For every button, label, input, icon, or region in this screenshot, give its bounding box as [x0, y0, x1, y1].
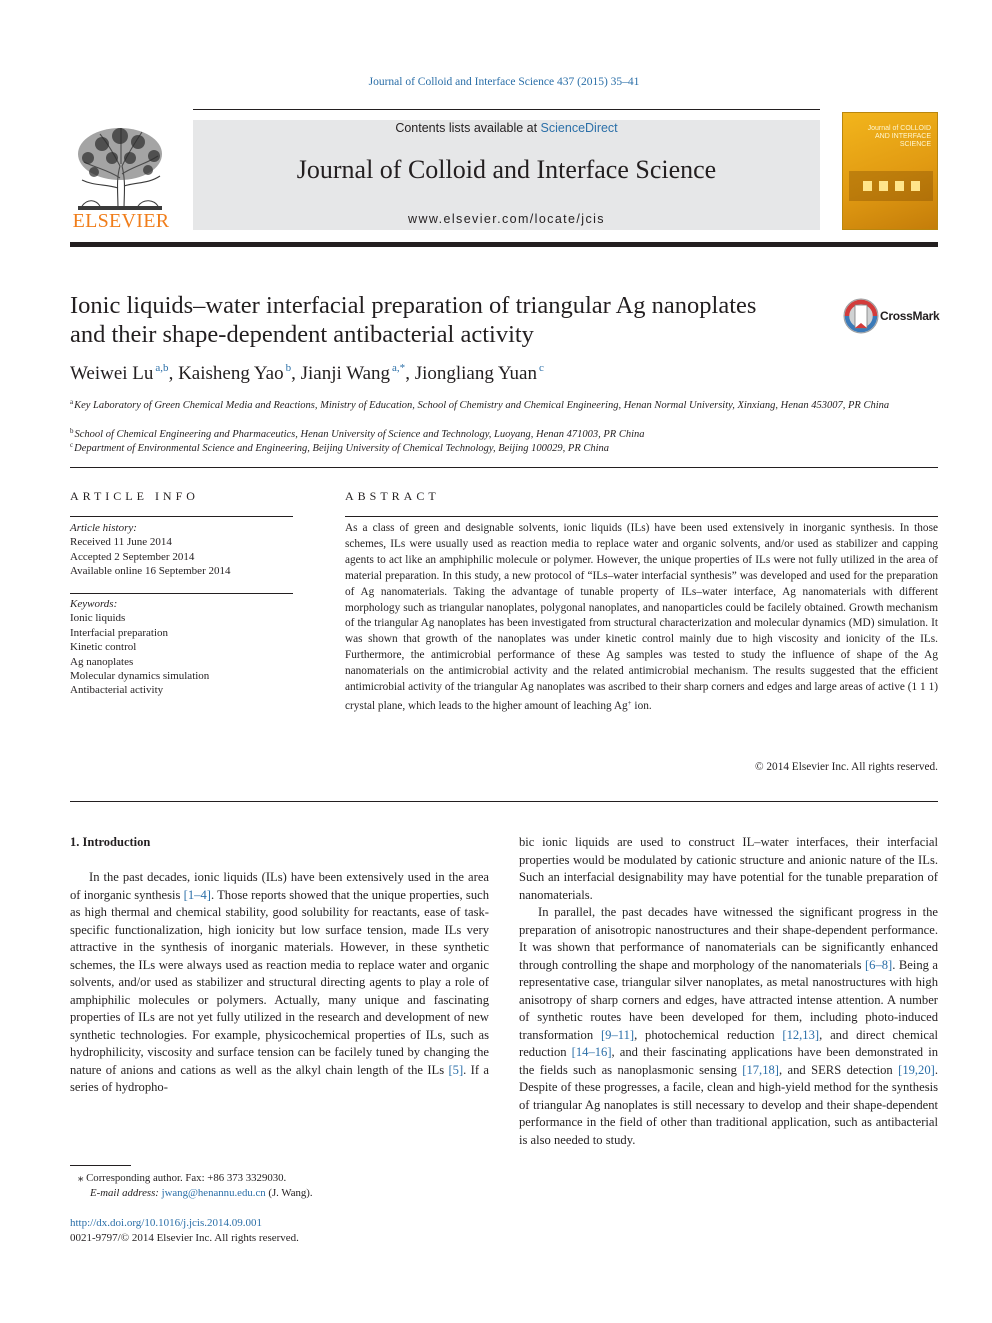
paragraph — [519, 834, 938, 904]
history-label: Article history: — [70, 522, 137, 534]
keyword-item: Interfacial preparation — [70, 626, 169, 639]
affiliation-mark: c — [70, 441, 74, 449]
text-run: , and their fascinating applications have been demonstrated in the fields such as nanoplasmonic sensing — [519, 1045, 938, 1077]
keywords-label: Keywords: — [70, 598, 118, 610]
keyword-item: Kinetic control — [70, 641, 137, 654]
text-run: , and direct chemical reduction — [519, 1027, 938, 1059]
author-affiliation-marks[interactable]: a,* — [392, 362, 406, 374]
header-rule-bottom — [70, 242, 938, 247]
text-run: . If a series of hydropho- — [70, 1062, 489, 1094]
keywords-divider — [70, 593, 293, 594]
contents-prefix: Contents lists available at — [395, 121, 541, 135]
author-list — [70, 362, 544, 385]
abstract-divider — [345, 516, 938, 517]
article-history — [70, 521, 293, 579]
doi-link[interactable]: http://dx.doi.org/10.1016/j.jcis.2014.09.001 — [70, 1217, 262, 1229]
cover-band — [849, 171, 933, 201]
issn-line: 0021-9797/© 2014 Elsevier Inc. All rights reserved. — [70, 1232, 299, 1244]
author-name: Kaisheng Yao — [178, 363, 284, 384]
keyword-item: Molecular dynamics simulation — [70, 670, 210, 683]
article-info-divider — [70, 516, 293, 517]
citation-link[interactable]: [1–4] — [183, 887, 211, 902]
crossmark-label[interactable]: CrossMark — [880, 309, 940, 323]
journal-citation[interactable]: Journal of Colloid and Interface Science 437 (2015) 35–41 — [368, 76, 640, 88]
keyword-item: Ag nanoplates — [70, 655, 134, 668]
author-affiliation-marks[interactable]: c — [538, 362, 544, 374]
text-run: bic ionic liquids are used to construct IL–water interfaces, their interfacial properties would be modulated by cationic structure and anionic nature of the ILs. Such an interfacial designability may have potential for the tunable preparation of nanomaterials. — [519, 835, 938, 902]
affiliation-text: School of Chemical Engineering and Pharmaceutics, Henan University of Science and Technology, Luoyang, Henan 471003, PR China — [74, 429, 645, 440]
body-divider — [70, 801, 938, 802]
footnote-email-label: E-mail address: — [90, 1187, 162, 1200]
sciencedirect-link[interactable]: ScienceDirect — [540, 121, 618, 135]
article-title-line: and their shape-dependent antibacterial activity — [70, 321, 534, 348]
contents-line — [193, 121, 820, 135]
footnote-email-suffix: (J. Wang). — [265, 1187, 313, 1200]
author-separator: , — [168, 363, 179, 384]
history-item: Accepted 2 September 2014 — [70, 550, 195, 563]
affiliation-text: Department of Environmental Science and Engineering, Beijing University of Chemical Technology, Beijing 100029, PR China — [74, 443, 610, 454]
header-rule-top — [193, 109, 820, 110]
author-affiliation-marks[interactable]: a,b — [155, 362, 169, 374]
abstract-copyright: © 2014 Elsevier Inc. All rights reserved. — [754, 761, 938, 773]
text-run: In parallel, the past decades have witnessed the significant progress in the preparation of anisotropic nanostructures and their shape-dependent performance. It was shown that performance of nanomaterials can be significantly enhanced through controlling the shape and morphology of the nanomaterials — [519, 905, 938, 972]
citation-link[interactable]: [9–11] — [600, 1027, 635, 1042]
keywords-list — [70, 597, 293, 698]
author-name: Jianji Wang — [300, 363, 391, 384]
doi-block — [70, 1216, 299, 1246]
elsevier-wordmark: ELSEVIER — [72, 210, 170, 232]
affiliation-a — [70, 395, 938, 413]
article-title — [70, 291, 830, 349]
footnote-corresponding: Corresponding author. Fax: +86 373 3329030. — [86, 1172, 287, 1184]
affiliation-mark: b — [70, 427, 74, 435]
affiliation-text: Key Laboratory of Green Chemical Media and Reactions, Ministry of Education, School of Chemistry and Chemical Engineering, Henan Normal University, Xinxiang, Henan 453007, PR China — [74, 400, 890, 411]
abstract-heading: ABSTRACT — [345, 489, 440, 503]
paragraph — [70, 869, 489, 1097]
affiliations-divider — [70, 467, 938, 468]
history-item: Received 11 June 2014 — [70, 536, 172, 549]
footnote-divider — [70, 1165, 131, 1166]
footnote-star: ⁎ — [78, 1172, 84, 1184]
citation-link[interactable]: [19,20] — [898, 1062, 935, 1077]
corresponding-author-footnote — [70, 1171, 489, 1202]
cover-title: Journal of COLLOID AND INTERFACE SCIENCE — [867, 125, 931, 148]
journal-title: Journal of Colloid and Interface Science — [296, 155, 717, 184]
author-separator: , — [291, 363, 301, 384]
history-item: Available online 16 September 2014 — [70, 565, 231, 578]
abstract-end: ion. — [631, 699, 652, 712]
citation-link[interactable]: [14–16] — [571, 1045, 612, 1059]
paragraph — [519, 904, 938, 1149]
section-heading-introduction: 1. Introduction — [70, 835, 151, 849]
author-email-link[interactable]: jwang@henannu.edu.cn — [161, 1187, 266, 1200]
affiliation-mark: a — [70, 398, 74, 406]
citation-link[interactable]: [12,13] — [782, 1027, 820, 1042]
text-run: . Being a representative case, triangular silver nanoplates, as metal nanostructures with high anisotropy of sharp corners and edges, have attracted intense attention. A number of synthetic routes have been developed for them, including photo-induced transformation — [519, 957, 938, 1042]
citation-link[interactable]: [5] — [448, 1062, 464, 1077]
journal-url[interactable]: www.elsevier.com/locate/jcis — [408, 212, 605, 226]
text-run: , and SERS detection — [779, 1062, 899, 1077]
text-run: In the past decades, ionic liquids (ILs) have been extensively used in the area of inorganic synthesis — [70, 870, 489, 902]
keyword-item: Antibacterial activity — [70, 684, 164, 697]
citation-link[interactable]: [17,18] — [742, 1062, 779, 1077]
author-affiliation-marks[interactable]: b — [285, 362, 292, 374]
citation-link[interactable]: [6–8] — [864, 957, 893, 972]
author-name: Jiongliang Yuan — [414, 363, 537, 384]
author-separator: , — [405, 363, 415, 384]
text-run: , photochemical reduction — [634, 1027, 783, 1042]
article-title-line: Ionic liquids–water interfacial preparation of triangular Ag nanoplates — [70, 292, 757, 319]
affiliation-c — [70, 438, 938, 456]
journal-cover-image[interactable] — [842, 112, 938, 230]
body-column-right — [519, 834, 938, 1149]
ion-superscript: + — [627, 698, 632, 707]
keyword-item: Ionic liquids — [70, 612, 126, 625]
body-column-left — [70, 869, 489, 1097]
article-info-heading: ARTICLE INFO — [70, 489, 199, 503]
abstract-body: As a class of green and designable solvents, ionic liquids (ILs) have been used extensively in inorganic synthesis. In those schemes, ILs were usually used as reaction media to replace water and organic solvents, and/or used as stabilizer and capping agents to act like an amphiphilic molecule or polymer. However, the unique properties of ILs were not fully utilized in the area of material preparation. In this study, a new protocol of “ILs–water interfacial synthesis” was developed and used for the preparation of Ag nanomaterials. Taking the advantage of tunable property of ILs–water interface, Ag nanomaterials with different morphology such as triangular nanoplates, polygonal nanoplates, and nanoparticles could be facilely obtained. Growth mechanism of the triangular Ag nanoplates has been investigated from structural characterization and molecular dynamics (MD) simulation. It was shown that growth of the nanoplates was under kinetic control mainly due to high viscosity and ionicity of the ILs. Furthermore, the antimicrobial performance of these Ag samples was tested to study the influence of shape of the Ag nanomaterials on the antimicrobial activity and the related antimicrobial mechanism. The results suggested that the efficient antimicrobial activity of the triangular Ag nanoplates was ascribed to their sharp corners and edges and large areas of active (1 1 1) crystal plane, which leads to the higher amount of leaching Ag — [345, 522, 938, 712]
abstract-text — [345, 521, 938, 715]
text-run: . Those reports showed that the unique properties, such as high thermal and chemical stability, good solubility for reactants, ease of task-specific functionalization, high ionicity but low surface tension, made ILs very attractive in the synthesis of inorganic materials. However, in these synthetic schemes, the ILs were always used as reaction media to replace water and organic solvents, and/or used as stabilizer and structural directing agents to play a role of amphiphilic molecules or polymers. Actually, many unique and fascinating properties of ILs are not yet fully utilized in the research and development of new synthetic technologies. For example, physicochemical properties of ILs, such as hydrophilicity, viscosity and surface tension can be facilely tuned by changing the nature of anions and cations as well as the alkyl chain length of the ILs — [70, 887, 490, 1077]
author-name: Weiwei Lu — [70, 363, 154, 384]
text-run: . Despite of these progresses, a facile, clean and high-yield method for the synthesis of triangular Ag nanoplates is still necessary to develop and their shape-dependent performance in the field of other than traditional application, such as antibacterial is also needed to study. — [519, 1062, 939, 1147]
